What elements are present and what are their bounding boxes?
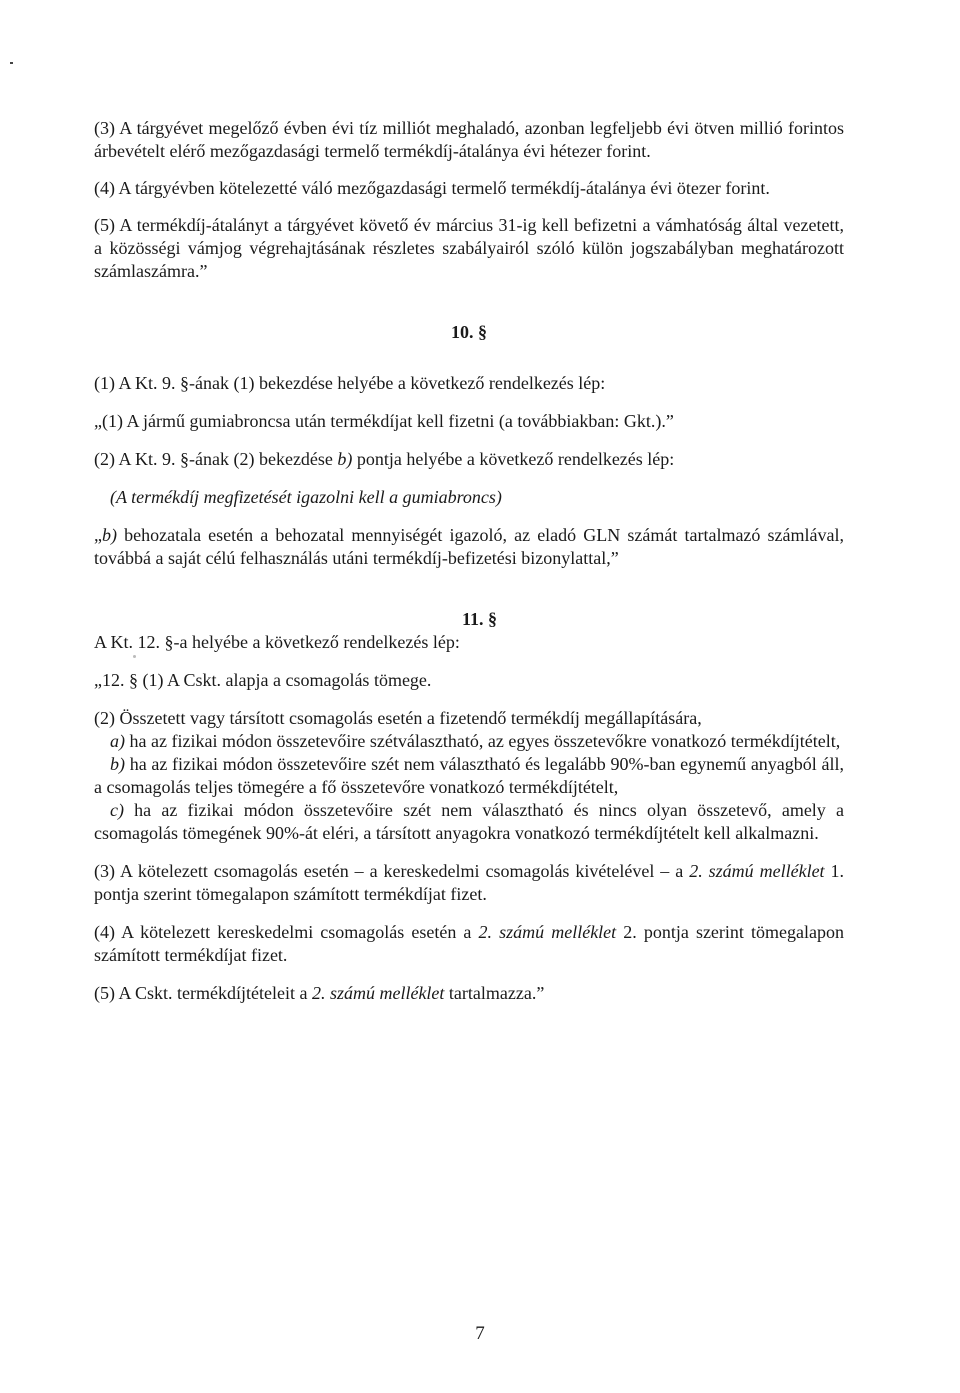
- page-number: 7: [475, 1323, 485, 1344]
- quoted-provision-b: [94, 524, 844, 570]
- quoted-provision-b-point: b): [102, 525, 117, 545]
- point-b-text: ha az fizikai módon összetevőire szét nem választható és legalább 90%-ban egynemű anyagból áll, a csomagolás teljes tömegére a fő összetevőre vonatkozó termékdíjtételt,: [94, 754, 844, 797]
- paragraph-12-4-b: 2. pontja szerint tömegalapon számított termékdíjat fizet.: [94, 922, 844, 965]
- quoted-section-12-1-text: „12. § (1) A Cskt. alapja a csomagolás tömege.: [94, 670, 432, 690]
- quoted-provision-1-text: „(1) A jármű gumiabroncsa után termékdíjat kell fizetni (a továbbiakban: Gkt.).”: [94, 411, 674, 431]
- quoted-provision-b-text: behozatala esetén a behozatal mennyiségét igazoló, az eladó GLN számát tartalmazó számlával, továbbá a saját célú felhasználás utáni termékdíj-befizetési bizonylattal,”: [94, 525, 844, 568]
- paragraph-10-2: [94, 448, 844, 471]
- paragraph-12-5-annex: 2. számú melléklet: [311, 983, 445, 1003]
- quoted-section-12-1: [94, 669, 844, 692]
- paragraph-12-4-annex: 2. számú melléklet: [478, 922, 617, 942]
- paragraph-5-text: (5) A termékdíj-átalányt a tárgyévet követő év március 31-ig kell befizetni a vámhatóság által vezetett, a közösségi vámjog végrehajtásának részletes szabályairól szóló külön jogszabályban meghatározott számlaszámra.”: [94, 215, 844, 281]
- paragraph-4: [94, 177, 844, 200]
- point-b: [94, 753, 844, 799]
- quoted-section-12-3: [94, 860, 844, 906]
- point-b-label: b): [110, 754, 125, 774]
- point-c-label: c): [110, 800, 124, 820]
- italic-context-text: (A termékdíj megfizetését igazolni kell a gumiabroncs): [110, 487, 502, 507]
- paragraph-12-4-a: (4) A kötelezett kereskedelmi csomagolás esetén a: [94, 922, 479, 942]
- section-10-label: 10. §: [451, 322, 487, 342]
- document-body: [94, 117, 844, 1005]
- paragraph-3: [94, 117, 844, 163]
- paragraph-12-2-lead: [94, 707, 844, 730]
- paragraph-10-2-pre: (2) A Kt. 9. §-ának (2) bekezdése: [94, 449, 338, 469]
- paragraph-12-3-b: 1. pontja szerint tömegalapon számított termékdíjat fizet.: [94, 861, 845, 904]
- paragraph-10-2-point: b): [337, 449, 353, 469]
- paragraph-12-2-lead-text: (2) Összetett vagy társított csomagolás esetén a fizetendő termékdíj megállapítására,: [94, 708, 702, 728]
- point-c-text: ha az fizikai módon összetevőire szét nem választható és nincs olyan összetevő, amely a csomagolás tömegének 90%-át eléri, a társított anyagokra vonatkozó termékdíjtételt kell alkalmazni.: [94, 800, 844, 843]
- paragraph-4-text: (4) A tárgyévben kötelezetté váló mezőgazdasági termelő termékdíj-átalánya évi ötezer forint.: [94, 178, 770, 198]
- italic-context-line: [94, 486, 844, 509]
- section-11-label: 11. §: [462, 609, 498, 629]
- paragraph-10-1-text: (1) A Kt. 9. §-ának (1) bekezdése helyébe a következő rendelkezés lép:: [94, 373, 606, 393]
- paragraph-12-3-a: (3) A kötelezett csomagolás esetén – a kereskedelmi csomagolás kivételével – a: [94, 861, 690, 881]
- paragraph-11-intro: [94, 631, 844, 654]
- point-c: [94, 799, 844, 845]
- quoted-section-12-4: [94, 921, 844, 967]
- scan-mark: [10, 62, 13, 64]
- quote-open: „: [94, 525, 102, 545]
- paragraph-12-3-annex: 2. számú melléklet: [689, 861, 825, 881]
- paragraph-3-text: (3) A tárgyévet megelőző évben évi tíz milliót meghaladó, azonban legfeljebb évi ötven millió forintos árbevételt elérő mezőgazdasági termelő termékdíj-átalánya évi hétezer forint.: [94, 118, 844, 161]
- quoted-section-12-2: [94, 707, 844, 845]
- section-11-heading: [94, 608, 844, 631]
- paragraph-12-5-b: tartalmazza.”: [444, 983, 545, 1003]
- point-a-label: a): [110, 731, 125, 751]
- paragraph-10-1: [94, 372, 844, 395]
- paragraph-11-intro-text: A Kt. 12. §-a helyébe a következő rendelkezés lép:: [94, 632, 460, 652]
- paragraph-10-2-post: pontja helyébe a következő rendelkezés lép:: [352, 449, 675, 469]
- point-a-text: ha az fizikai módon összetevőire szétválasztható, az egyes összetevőkre vonatkozó termékdíjtételt,: [125, 731, 841, 751]
- paragraph-5: [94, 214, 844, 283]
- quoted-provision-1: [94, 410, 844, 433]
- quoted-section-12-5: [94, 982, 844, 1005]
- point-a: [94, 730, 844, 753]
- paragraph-12-5-a: (5) A Cskt. termékdíjtételeit a: [94, 983, 312, 1003]
- section-10-heading: [94, 321, 844, 344]
